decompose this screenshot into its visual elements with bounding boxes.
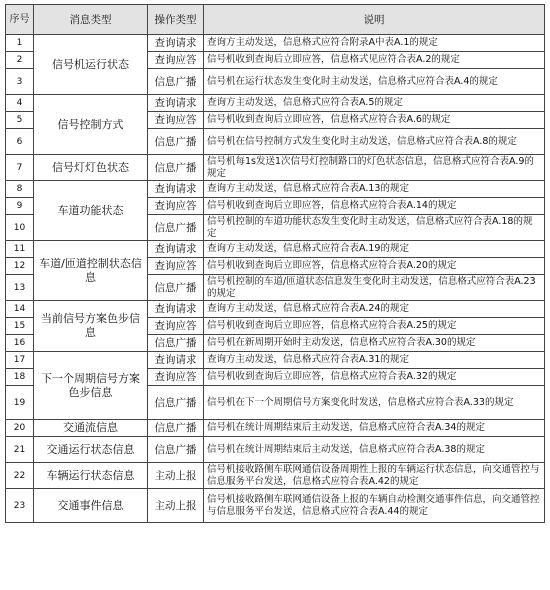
operation-type-cell: 主动上报 <box>148 463 204 489</box>
operation-type-cell: 查询应答 <box>148 258 204 275</box>
row-number: 17 <box>6 352 34 369</box>
row-number: 10 <box>6 215 34 241</box>
description-cell: 信号机每1s发送1次信号灯控制路口的灯色状态信息，信息格式应符合表A.9的规定 <box>204 155 545 181</box>
operation-type-cell: 信息广播 <box>148 437 204 463</box>
header-msg-type: 消息类型 <box>34 5 148 35</box>
description-cell: 信号机收到查询后立即应答，信息格式应符合表A.6的规定 <box>204 112 545 129</box>
header-num: 序号 <box>6 5 34 35</box>
operation-type-cell: 信息广播 <box>148 155 204 181</box>
table-row <box>6 463 545 489</box>
description-cell: 信号机控制的车道/匝道状态信息发生变化时主动发送，信息格式应符合表A.23的规定 <box>204 275 545 301</box>
row-number: 11 <box>6 241 34 258</box>
message-type-cell: 交通事件信息 <box>34 489 148 523</box>
operation-type-cell: 查询请求 <box>148 301 204 318</box>
description-cell: 信号机在运行状态发生变化时主动发送，信息格式应符合表A.4的规定 <box>204 69 545 95</box>
row-number: 21 <box>6 437 34 463</box>
table-row <box>6 181 545 198</box>
operation-type-cell: 信息广播 <box>148 275 204 301</box>
operation-type-cell: 信息广播 <box>148 386 204 420</box>
operation-type-cell: 主动上报 <box>148 489 204 523</box>
operation-type-cell: 查询应答 <box>148 369 204 386</box>
row-number: 2 <box>6 52 34 69</box>
description-cell: 信号机在下一个周期信号方案变化时发送，信息格式应符合表A.33的规定 <box>204 386 545 420</box>
operation-type-cell: 查询请求 <box>148 241 204 258</box>
message-type-cell: 下一个周期信号方案色步信息 <box>34 352 148 420</box>
row-number: 18 <box>6 369 34 386</box>
message-type-cell: 信号控制方式 <box>34 95 148 155</box>
row-number: 19 <box>6 386 34 420</box>
description-cell: 信号机接收路侧车联网通信设备上报的车辆自动检测交通事件信息，向交通管控与信息服务平台发送，信息格式应符合表A.44的规定 <box>204 489 545 523</box>
operation-type-cell: 信息广播 <box>148 129 204 155</box>
description-cell: 查询方主动发送，信息格式应符合附录A中表A.1的规定 <box>204 35 545 52</box>
description-cell: 信号机在统计周期结束后主动发送，信息格式应符合表A.38的规定 <box>204 437 545 463</box>
description-cell: 信号机收到查询后立即应答，信息格式应符合表A.32的规定 <box>204 369 545 386</box>
operation-type-cell: 查询应答 <box>148 318 204 335</box>
description-cell: 信号机在统计周期结束后主动发送，信息格式应符合表A.34的规定 <box>204 420 545 437</box>
description-cell: 信号机接收路侧车联网通信设备周期性上报的车辆运行状态信息，向交通管控与信息服务平台发送，信息格式应符合表A.42的规定 <box>204 463 545 489</box>
description-cell: 查询方主动发送，信息格式应符合表A.13的规定 <box>204 181 545 198</box>
row-number: 13 <box>6 275 34 301</box>
operation-type-cell: 信息广播 <box>148 335 204 352</box>
table-row <box>6 241 545 258</box>
description-cell: 查询方主动发送，信息格式应符合表A.31的规定 <box>204 352 545 369</box>
table-row <box>6 301 545 318</box>
table-row <box>6 437 545 463</box>
row-number: 23 <box>6 489 34 523</box>
description-cell: 信号机控制的车道功能状态发生变化时主动发送，信息格式应符合表A.18的规定 <box>204 215 545 241</box>
operation-type-cell: 查询请求 <box>148 35 204 52</box>
row-number: 3 <box>6 69 34 95</box>
message-type-cell: 车道功能状态 <box>34 181 148 241</box>
message-type-table <box>5 4 545 523</box>
description-cell: 查询方主动发送，信息格式应符合表A.24的规定 <box>204 301 545 318</box>
operation-type-cell: 信息广播 <box>148 69 204 95</box>
row-number: 1 <box>6 35 34 52</box>
header-op-type: 操作类型 <box>148 5 204 35</box>
operation-type-cell: 查询请求 <box>148 95 204 112</box>
row-number: 16 <box>6 335 34 352</box>
header-desc: 说明 <box>204 5 545 35</box>
description-cell: 信号机收到查询后立即应答，信息格式应符合表A.20的规定 <box>204 258 545 275</box>
row-number: 14 <box>6 301 34 318</box>
table-row <box>6 420 545 437</box>
row-number: 8 <box>6 181 34 198</box>
row-number: 9 <box>6 198 34 215</box>
operation-type-cell: 查询应答 <box>148 198 204 215</box>
description-cell: 信号机收到查询后立即应答，信息格式应符合表A.14的规定 <box>204 198 545 215</box>
table-row <box>6 155 545 181</box>
operation-type-cell: 查询应答 <box>148 112 204 129</box>
operation-type-cell: 信息广播 <box>148 215 204 241</box>
row-number: 6 <box>6 129 34 155</box>
row-number: 7 <box>6 155 34 181</box>
row-number: 22 <box>6 463 34 489</box>
header-row <box>6 5 545 35</box>
message-type-cell: 信号灯灯色状态 <box>34 155 148 181</box>
row-number: 5 <box>6 112 34 129</box>
description-cell: 查询方主动发送，信息格式应符合表A.5的规定 <box>204 95 545 112</box>
operation-type-cell: 查询请求 <box>148 181 204 198</box>
row-number: 20 <box>6 420 34 437</box>
operation-type-cell: 查询应答 <box>148 52 204 69</box>
message-type-cell: 信号机运行状态 <box>34 35 148 95</box>
description-cell: 信号机在信号控制方式发生变化时主动发送，信息格式应符合表A.8的规定 <box>204 129 545 155</box>
table-body <box>6 35 545 523</box>
message-type-cell: 交通流信息 <box>34 420 148 437</box>
table-row <box>6 35 545 52</box>
table-row <box>6 95 545 112</box>
description-cell: 信号机在新周期开始时主动发送，信息格式应符合表A.30的规定 <box>204 335 545 352</box>
table-row <box>6 489 545 523</box>
message-type-cell: 交通运行状态信息 <box>34 437 148 463</box>
table-row <box>6 352 545 369</box>
description-cell: 信号机收到查询后立即应答，信息格式见应符合表A.2的规定 <box>204 52 545 69</box>
operation-type-cell: 信息广播 <box>148 420 204 437</box>
row-number: 12 <box>6 258 34 275</box>
description-cell: 查询方主动发送，信息格式应符合表A.19的规定 <box>204 241 545 258</box>
message-type-cell: 车辆运行状态信息 <box>34 463 148 489</box>
operation-type-cell: 查询请求 <box>148 352 204 369</box>
row-number: 15 <box>6 318 34 335</box>
row-number: 4 <box>6 95 34 112</box>
message-type-cell: 车道/匝道控制状态信息 <box>34 241 148 301</box>
message-type-cell: 当前信号方案色步信息 <box>34 301 148 352</box>
description-cell: 信号机收到查询后立即应答，信息格式应符合表A.25的规定 <box>204 318 545 335</box>
